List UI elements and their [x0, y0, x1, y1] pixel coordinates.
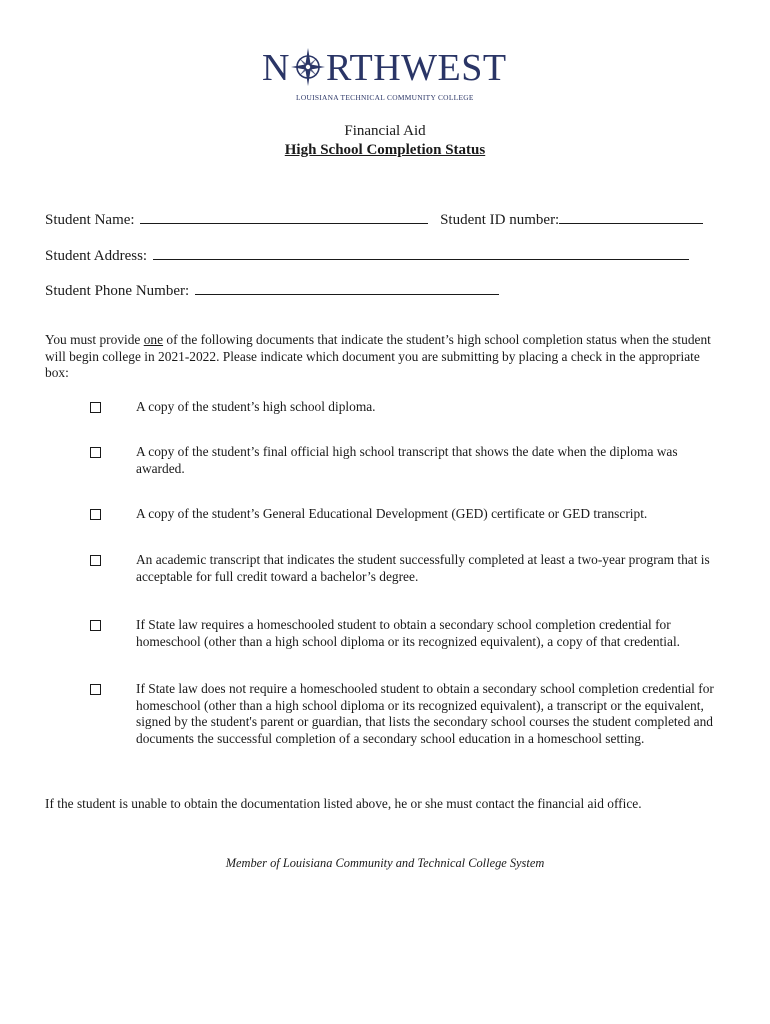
logo-wordmark	[262, 46, 507, 90]
option-checkbox[interactable]	[90, 402, 101, 413]
option-text: If State law does not require a homeschooled student to obtain a secondary school completion credential for homeschool (other than a high school diploma or its recognized equivalent), a transcript or the equivalent, signed by the student's parent or guardian, that lists the secondary school courses the student completed and documents the successful completion of a secondary school education in a homeschool setting.	[136, 681, 714, 746]
option-checkbox[interactable]	[90, 555, 101, 566]
instructions-text-end: of the following documents that indicate the student’s high school completion status when the student will begin college in 2021-2022. Please indicate which document you are submitting by placing a check in the appropriate box:	[45, 332, 711, 380]
option-text: A copy of the student’s high school diploma.	[136, 399, 376, 414]
option-checkbox[interactable]	[90, 620, 101, 631]
student-phone-field[interactable]	[195, 280, 499, 295]
student-address-label: Student Address:	[45, 248, 148, 264]
student-address-field[interactable]	[153, 245, 689, 260]
footer-note: If the student is unable to obtain the documentation listed above, he or she must contact the financial aid office.	[45, 796, 642, 811]
student-name-label: Student Name:	[45, 212, 135, 228]
college-logo	[262, 46, 508, 104]
student-phone-row	[45, 280, 499, 300]
option-checkbox[interactable]	[90, 447, 101, 458]
option-text: If State law requires a homeschooled student to obtain a secondary school completion credential for homeschool (other than a high school diploma or its recognized equivalent), a copy of that credential.	[136, 617, 681, 649]
logo-letter-n: N	[262, 47, 290, 89]
option-checkbox[interactable]	[90, 684, 101, 695]
option-checkbox[interactable]	[90, 509, 101, 520]
option-text: An academic transcript that indicates the student successfully completed at least a two-year program that is acceptable for full credit toward a bachelor’s degree.	[136, 552, 710, 584]
compass-star-icon	[290, 46, 326, 86]
page-title: Financial Aid	[344, 123, 426, 139]
student-address-row	[45, 245, 689, 265]
page-subtitle: High School Completion Status	[284, 142, 486, 158]
option-text: A copy of the student’s final official high school transcript that shows the date when the diploma was awarded.	[136, 444, 678, 476]
instructions-text-start: You must provide	[45, 332, 144, 347]
option-text: A copy of the student’s General Educational Development (GED) certificate or GED transcript.	[136, 506, 648, 521]
member-line: Member of Louisiana Community and Technical College System	[225, 856, 545, 870]
student-phone-label: Student Phone Number:	[45, 283, 190, 299]
instructions-emphasis: one	[143, 332, 164, 347]
student-name-row	[45, 209, 703, 229]
logo-letters-rthwest: RTHWEST	[325, 47, 507, 89]
student-name-field[interactable]	[140, 209, 428, 224]
student-id-field[interactable]	[559, 209, 703, 224]
logo-subtitle: LOUISIANA TECHNICAL COMMUNITY COLLEGE	[296, 93, 474, 102]
student-id-label: Student ID number:	[440, 212, 560, 228]
instructions-paragraph	[45, 332, 715, 382]
